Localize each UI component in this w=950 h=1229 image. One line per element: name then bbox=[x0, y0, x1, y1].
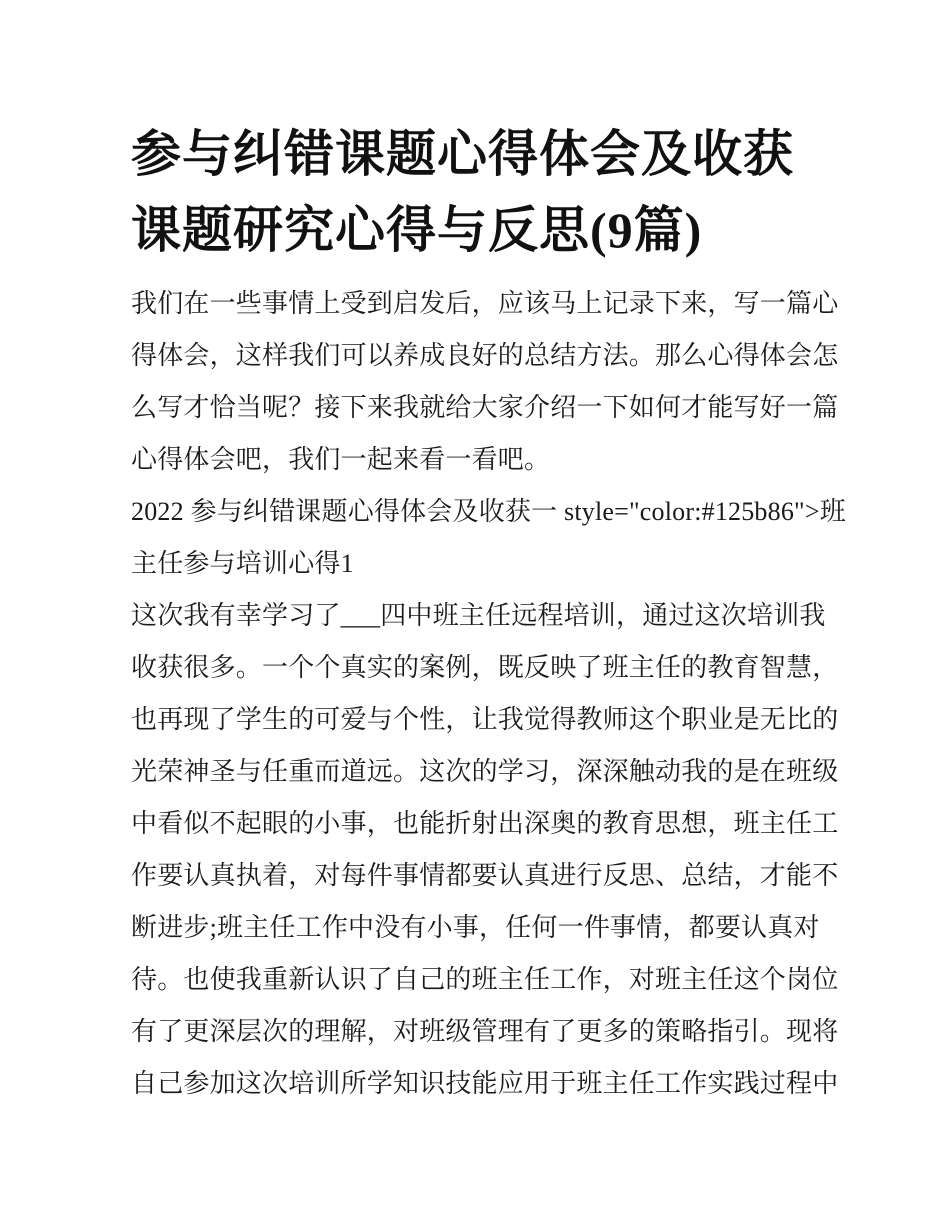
document-title bbox=[131, 116, 794, 268]
body-line: 待。也使我重新认识了自己的班主任工作，对班主任这个岗位 bbox=[131, 965, 839, 994]
paragraph-section-heading bbox=[131, 486, 846, 590]
paragraph-training-experience bbox=[131, 590, 839, 1110]
body-line: 收获很多。一个个真实的案例，既反映了班主任的教育智慧， bbox=[131, 653, 839, 682]
title-line-1: 参与纠错课题心得体会及收获 bbox=[131, 126, 794, 182]
body-line: 有了更深层次的理解，对班级管理有了更多的策略指引。现将 bbox=[131, 1017, 839, 1046]
body-line: 也再现了学生的可爱与个性，让我觉得教师这个职业是无比的 bbox=[131, 705, 839, 734]
body-line: 这次我有幸学习了___四中班主任远程培训，通过这次培训我 bbox=[131, 601, 826, 630]
title-line-2: 课题研究心得与反思(9篇) bbox=[131, 202, 703, 258]
body-line: 光荣神圣与任重而道远。这次的学习，深深触动我的是在班级 bbox=[131, 757, 839, 786]
body-line: 么写才恰当呢？接下来我就给大家介绍一下如何才能写好一篇 bbox=[131, 393, 839, 422]
paragraph-intro bbox=[131, 278, 839, 486]
body-line: 主任参与培训心得1 bbox=[131, 549, 354, 578]
body-line: 我们在一些事情上受到启发后，应该马上记录下来，写一篇心 bbox=[131, 289, 839, 318]
body-line: 中看似不起眼的小事，也能折射出深奥的教育思想，班主任工 bbox=[131, 809, 839, 838]
body-line: 心得体会吧，我们一起来看一看吧。 bbox=[131, 445, 551, 474]
body-line: 作要认真执着，对每件事情都要认真进行反思、总结，才能不 bbox=[131, 861, 839, 890]
body-line: 得体会，这样我们可以养成良好的总结方法。那么心得体会怎 bbox=[131, 341, 839, 370]
body-line: 2022 参与纠错课题心得体会及收获一 style="color:#125b86">班 bbox=[131, 497, 846, 526]
document-body bbox=[131, 278, 846, 1110]
body-line: 断进步;班主任工作中没有小事，任何一件事情，都要认真对 bbox=[131, 913, 820, 942]
body-line: 自己参加这次培训所学知识技能应用于班主任工作实践过程中 bbox=[131, 1069, 839, 1098]
